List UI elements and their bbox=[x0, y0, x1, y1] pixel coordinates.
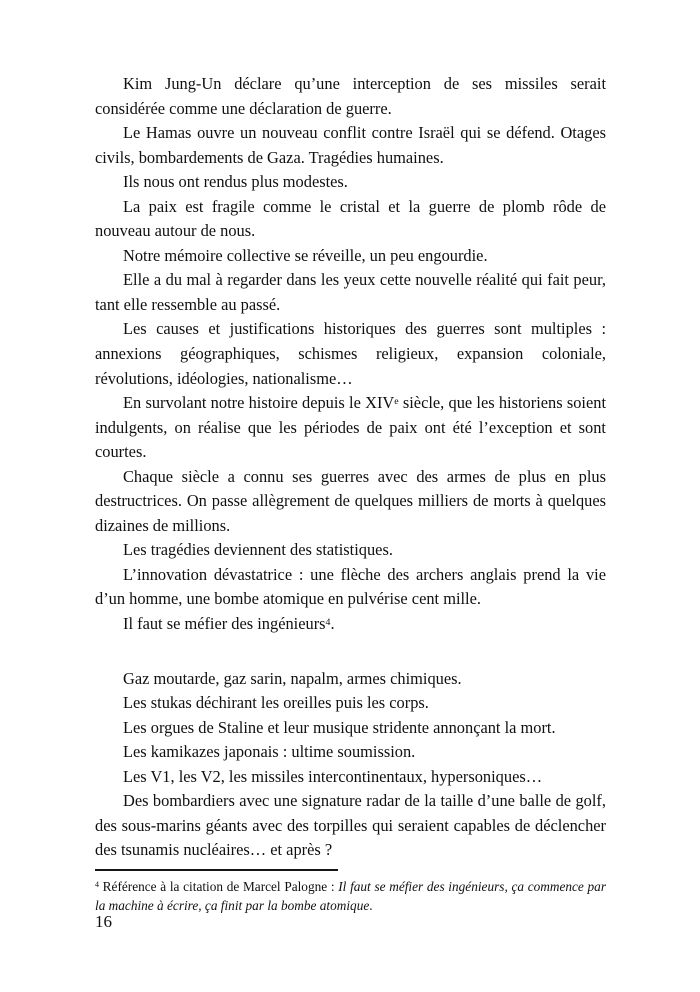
text-run: Le Hamas ouvre un nouveau conflit contre Israël qui se défend. Otages civils, bombardements de Gaza. Tragédies humaines. bbox=[95, 123, 606, 167]
superscript-mark: 4 bbox=[325, 616, 331, 628]
body-text bbox=[95, 72, 606, 863]
text-run: Ils nous ont rendus plus modestes. bbox=[123, 172, 348, 192]
text-run: Notre mémoire collective se réveille, un peu engourdie. bbox=[123, 245, 488, 265]
paragraph bbox=[95, 538, 606, 563]
paragraph bbox=[95, 465, 606, 539]
paragraph bbox=[95, 121, 606, 170]
text-run: Des bombardiers avec une signature radar de la taille d’une balle de golf, des sous-marins géants avec des torpilles qui seraient capables de déclencher des tsunamis nucléaires… et après ? bbox=[95, 791, 606, 860]
italic-quote: Il faut se méfier des ingénieurs, ça commence par la machine à écrire, ça finit par la bombe atomique bbox=[95, 879, 606, 913]
text-run: siècle, que les historiens soient indulgents, on réalise que les périodes de paix ont été l’exception et sont courtes. bbox=[95, 393, 606, 462]
superscript-mark: e bbox=[394, 395, 399, 407]
paragraph bbox=[95, 765, 606, 790]
text-run: Les orgues de Staline et leur musique stridente annonçant la mort. bbox=[123, 717, 556, 737]
superscript-mark: 4 bbox=[95, 880, 99, 890]
text-run: Les stukas déchirant les oreilles puis les corps. bbox=[123, 693, 429, 713]
paragraph bbox=[95, 691, 606, 716]
paragraph bbox=[95, 195, 606, 244]
text-run: La paix est fragile comme le cristal et la guerre de plomb rôde de nouveau autour de nous. bbox=[95, 196, 606, 241]
paragraph bbox=[95, 667, 606, 692]
text-run: Elle a du mal à regarder dans les yeux cette nouvelle réalité qui fait peur, tant elle ressemble au passé. bbox=[95, 270, 606, 314]
paragraph bbox=[95, 317, 606, 391]
page-number: 16 bbox=[95, 912, 112, 931]
text-run: En survolant notre histoire depuis le XIV bbox=[123, 393, 395, 413]
paragraph bbox=[95, 391, 606, 465]
text-run: Gaz moutarde, gaz sarin, napalm, armes chimiques. bbox=[123, 668, 462, 688]
paragraph bbox=[95, 740, 606, 765]
paragraph bbox=[95, 612, 606, 637]
footnote-separator bbox=[95, 869, 338, 871]
text-run: Les V1, les V2, les missiles intercontinentaux, hypersoniques… bbox=[123, 766, 543, 786]
text-run: Les tragédies deviennent des statistiques. bbox=[123, 540, 393, 560]
text-run: L’innovation dévastatrice : une flèche des archers anglais prend la vie d’un homme, une bombe atomique en pulvérise cent mille. bbox=[95, 564, 606, 609]
text-run: Référence à la citation de Marcel Palogne : bbox=[98, 879, 339, 894]
text-run: Les causes et justifications historiques des guerres sont multiples : annexions géographiques, schismes religieux, expansion coloniale, révolutions, idéologies, nationalisme… bbox=[95, 319, 606, 388]
paragraph bbox=[95, 716, 606, 741]
text-run: Il faut se méfier des ingénieurs bbox=[123, 614, 326, 634]
paragraph bbox=[95, 789, 606, 863]
paragraph bbox=[95, 72, 606, 121]
text-run: Les kamikazes japonais : ultime soumission. bbox=[123, 742, 416, 762]
text-run: . bbox=[369, 897, 373, 913]
text-run: Chaque siècle a connu ses guerres avec des armes de plus en plus destructrices. On passe allègrement de quelques milliers de morts à quelques dizaines de millions. bbox=[95, 466, 606, 535]
paragraph bbox=[95, 170, 606, 195]
footnote-area bbox=[95, 869, 606, 916]
paragraph bbox=[95, 563, 606, 612]
text-run: Kim Jung-Un déclare qu’une interception de ses missiles serait considérée comme une déclaration de guerre. bbox=[95, 74, 606, 118]
text-run: . bbox=[330, 614, 335, 634]
paragraph bbox=[95, 268, 606, 317]
paragraph bbox=[95, 244, 606, 269]
footnote-text bbox=[95, 878, 606, 916]
